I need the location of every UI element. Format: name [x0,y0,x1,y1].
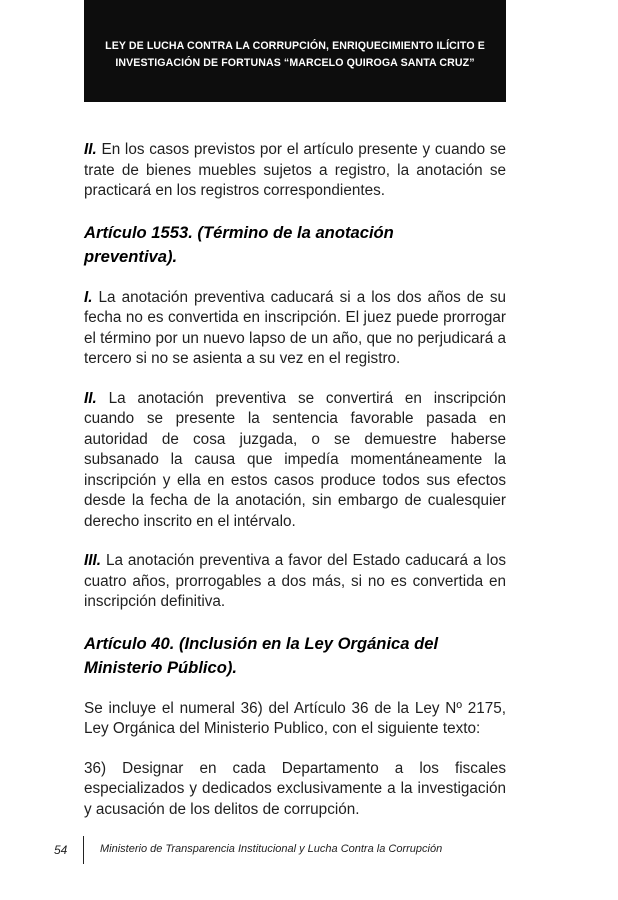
paragraph-number: I. [84,288,93,306]
paragraph-inclusion: Se incluye el numeral 36) del Artículo 36 de la Ley Nº 2175, Ley Orgánica del Ministerio Publico, con el siguiente texto: [84,699,506,737]
paragraph-iii-estado [84,551,506,613]
paragraph-numeral-36: 36) Designar en cada Departamento a los fiscales especializados y dedicados exclusivamente a la investigación y acusación de los delitos de corrupción. [84,759,506,818]
paragraph-text: En los casos previstos por el artículo presente y cuando se trate de bienes muebles sujetos a registro, la anotación se practicará en los registros correspondientes. [84,141,506,199]
paragraph-i-caducidad [84,288,506,370]
paragraph-number: II. [84,141,97,158]
footer-ministry-text: Ministerio de Transparencia Institucional y Lucha Contra la Corrupción [100,843,443,855]
page-number: 54 [54,843,68,857]
header-banner [84,0,506,102]
page-body [84,140,506,839]
paragraph-text: La anotación preventiva caducará si a los dos años de su fecha no es convertida en inscripción. El juez puede prorrogar el término por un nuevo lapso de un año, que no perjudicará a tercero si no se asienta a su vez en el registro. [84,288,506,367]
page-footer [0,836,618,864]
law-title-line-2: INVESTIGACIÓN DE FORTUNAS “MARCELO QUIROGA SANTA CRUZ” [115,57,475,69]
paragraph-ii-registros [84,140,506,202]
paragraph-number: II. [84,389,97,407]
law-title-line-1: LEY DE LUCHA CONTRA LA CORRUPCIÓN, ENRIQUECIMIENTO ILÍCITO E [105,40,485,52]
footer-divider [83,836,84,864]
law-title [84,38,506,72]
article-1553-heading: Artículo 1553. (Término de la anotación preventiva). [84,222,394,266]
paragraph-ii-conversion [84,389,506,533]
paragraph-text: La anotación preventiva se convertirá en inscripción cuando se presente la sentencia favorable pasada en autoridad de cosa juzgada, o se demuestre haberse subsanado la causa que impedía momentáneamente la inscripción y ella en estos casos produce todos sus efectos desde la fecha de la anotación, sin embargo de cualesquier derecho inscrito en el intérvalo. [84,389,506,530]
paragraph-text: La anotación preventiva a favor del Estado caducará a los cuatro años, prorrogables a dos más, si no es convertida en inscripción definitiva. [84,552,506,610]
paragraph-number: III. [84,552,101,569]
article-40-heading: Artículo 40. (Inclusión en la Ley Orgánica del Ministerio Público). [84,633,439,677]
